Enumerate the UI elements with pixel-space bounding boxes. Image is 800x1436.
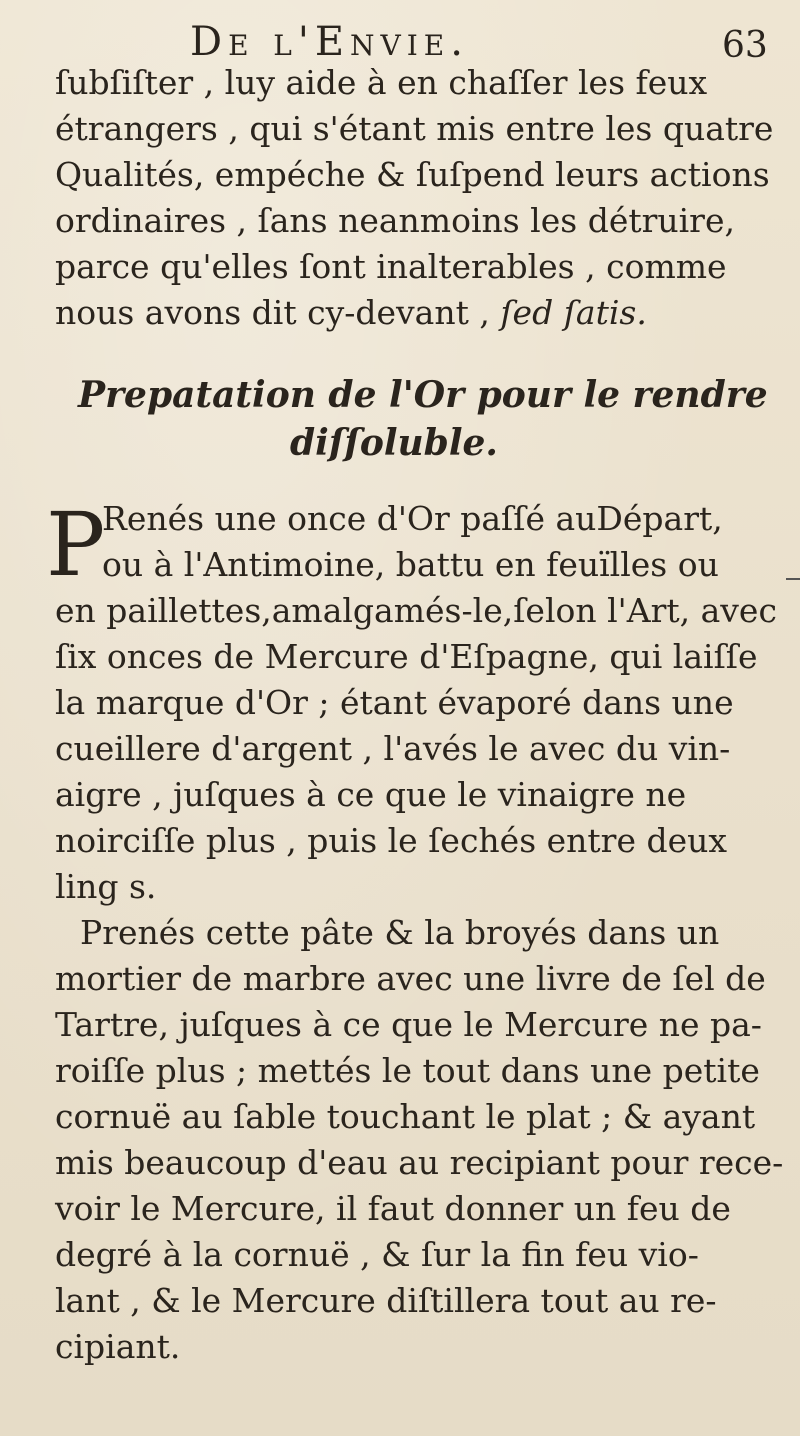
text-line: ſix onces de Mercure d'Eſpagne, qui laiſſe	[55, 637, 758, 676]
text-line: parce qu'elles ſont inalterables , comme	[55, 247, 727, 286]
text-line: Qualités, empéche & ſuſpend leurs actions	[55, 155, 770, 194]
text-line-italic: ſed ſatis.	[500, 293, 647, 332]
text-line: cornuë au ſable touchant le plat ; & ayant	[55, 1097, 756, 1136]
drop-cap: P	[46, 493, 106, 596]
text-line: Prenés cette pâte & la broyés dans un	[80, 913, 720, 952]
text-line: la marque d'Or ; étant évaporé dans une	[55, 683, 734, 722]
text-line: mis beaucoup d'eau au recipiant pour rece-	[55, 1143, 784, 1182]
text-line: ling s.	[55, 867, 157, 906]
text-line: Tartre, juſques à ce que le Mercure ne pa-	[55, 1005, 762, 1044]
text-line: ou à l'Antimoine, battu en feuïlles ou	[102, 545, 719, 584]
text-line-roman: nous avons dit cy-devant ,	[55, 293, 490, 332]
text-line: cipiant.	[55, 1327, 181, 1366]
page-number: 63	[722, 25, 768, 66]
text-line: Renés une once d'Or paſſé auDépart,	[102, 499, 723, 538]
text-line: étrangers , qui s'étant mis entre les quatre	[55, 109, 774, 148]
text-line: en paillettes,amalgamés-le,ſelon l'Art, avec	[55, 591, 777, 630]
section-heading-line-1: Prepatation de l'Or pour le rendre	[78, 374, 768, 416]
text-line: roiſſe plus ; mettés le tout dans une petite	[55, 1051, 760, 1090]
text-line: ordinaires , ſans neanmoins les détruire,	[55, 201, 735, 240]
text-line: mortier de marbre avec une livre de ſel de	[55, 959, 766, 998]
text-line: voir le Mercure, il faut donner un feu de	[55, 1189, 731, 1228]
text-line: noirciſſe plus , puis le ſechés entre deux	[55, 821, 727, 860]
text-line: aigre , juſques à ce que le vinaigre ne	[55, 775, 687, 814]
margin-mark	[786, 578, 800, 580]
text-line-last	[55, 292, 647, 334]
text-line: cueillere d'argent , l'avés le avec du vin-	[55, 729, 731, 768]
text-line: degré à la cornuë , & ſur la fin feu vio-	[55, 1235, 699, 1274]
running-head-title: De l'Envie.	[190, 19, 469, 65]
text-line: ſubſiſter , luy aide à en chaſſer les feux	[55, 63, 708, 102]
section-heading-line-2: diſſoluble.	[290, 422, 498, 464]
text-line: lant , & le Mercure diſtillera tout au re-	[55, 1281, 717, 1320]
